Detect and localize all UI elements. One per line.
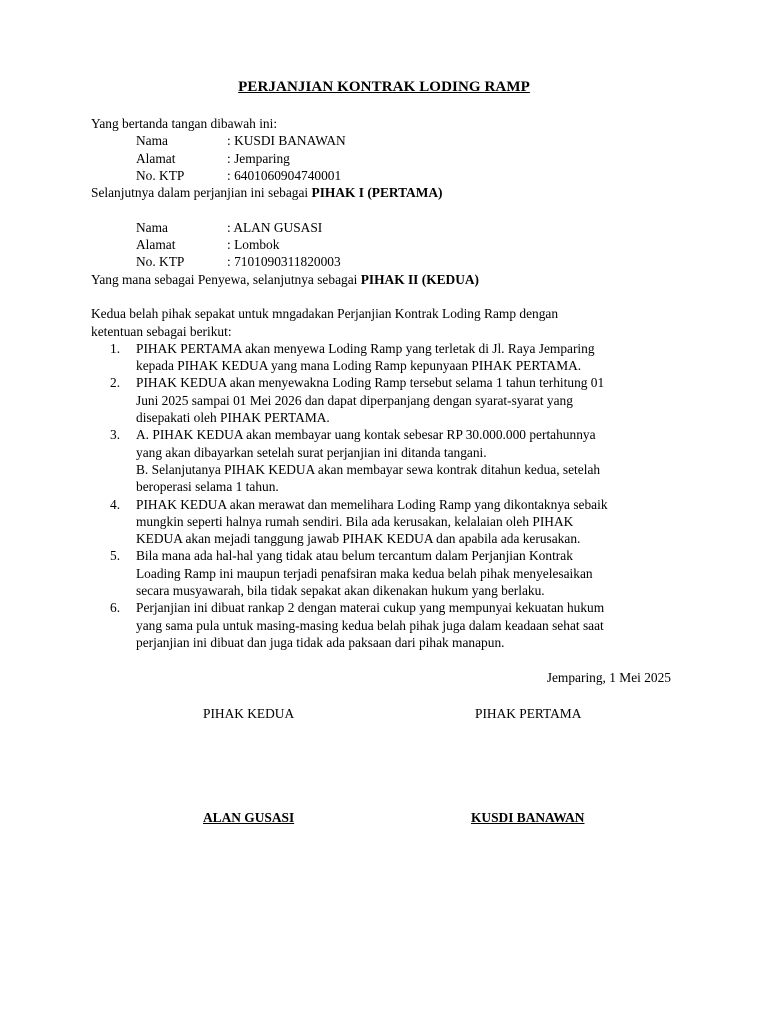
party1-row-address: [91, 150, 681, 167]
term-item: [91, 496, 681, 548]
term-number: 2.: [110, 375, 121, 391]
term-line: beroperasi selama 1 tahun.: [136, 479, 279, 495]
intro-text: Yang bertanda tangan dibawah ini:: [91, 116, 278, 131]
party1-ktp-value: : 6401060904740001: [227, 167, 342, 183]
party2-row-name: [91, 219, 681, 236]
party1-role-prefix: Selanjutnya dalam perjanjian ini sebagai: [91, 185, 312, 201]
term-item: [91, 599, 681, 651]
terms-list: [91, 340, 681, 651]
term-line: Juni 2025 sampai 01 Mei 2026 dan dapat diperpanjang dengan syarat-syarat yang: [136, 392, 573, 408]
term-line: kepada PIHAK KEDUA yang mana Loding Ramp kepunyaan PIHAK PERTAMA.: [136, 358, 582, 374]
signature-label-right: PIHAK PERTAMA: [475, 706, 582, 721]
party2-ktp-value: : 7101090311820003: [227, 254, 341, 270]
term-line: mungkin seperti halnya rumah sendiri. Bila ada kerusakan, kelalaian oleh PIHAK: [136, 513, 574, 529]
party1-name-value: : KUSDI BANAWAN: [227, 133, 346, 149]
signature-name-left: ALAN GUSASI: [203, 810, 295, 825]
agreement-intro-line-1: Kedua belah pihak sepakat untuk mngadakan Perjanjian Kontrak Loding Ramp dengan: [91, 306, 559, 322]
term-line: PIHAK KEDUA akan menyewakna Loding Ramp tersebut selama 1 tahun terhitung 01: [136, 375, 605, 391]
party1-name-label: Nama: [136, 133, 168, 149]
party2-address-value: : Lombok: [227, 237, 280, 253]
term-line: Bila mana ada hal-hal yang tidak atau belum tercantum dalam Perjanjian Kontrak: [136, 548, 573, 564]
term-line: PIHAK KEDUA akan merawat dan memelihara Loding Ramp yang dikontaknya sebaik: [136, 496, 608, 512]
party1-role: PIHAK I (PERTAMA): [311, 185, 443, 201]
term-line: Perjanjian ini dibuat rankap 2 dengan materai cukup yang mempunyai kekuatan hukum: [136, 600, 605, 616]
party1-row-ktp: [91, 167, 681, 184]
party2-role-line: [91, 271, 681, 288]
document-body: [91, 115, 681, 651]
term-line: yang akan dibayarkan setelah surat perjanjian ini ditanda tangani.: [136, 444, 487, 460]
signature-label-left: PIHAK KEDUA: [203, 706, 295, 721]
term-number: 5.: [110, 548, 121, 564]
term-line: Loading Ramp ini maupun terjadi penafsiran maka kedua belah pihak menyelesaikan: [136, 565, 593, 581]
party2-row-ktp: [91, 253, 681, 270]
party1-ktp-label: No. KTP: [136, 167, 185, 183]
term-item: [91, 547, 681, 599]
party2-address-label: Alamat: [136, 237, 176, 253]
term-line: A. PIHAK KEDUA akan membayar uang kontak sebesar RP 30.000.000 pertahunnya: [136, 427, 596, 443]
party1-role-line: [91, 184, 681, 201]
term-line: secara musyawarah, bila tidak sepakat akan dikenakan hukum yang berlaku.: [136, 583, 545, 599]
party1-address-label: Alamat: [136, 150, 176, 166]
term-line: PIHAK PERTAMA akan menyewa Loding Ramp yang terletak di Jl. Raya Jemparing: [136, 340, 595, 356]
party2-name-label: Nama: [136, 219, 168, 235]
term-number: 6.: [110, 600, 121, 616]
party1-row-name: [91, 132, 681, 149]
party2-name-value: : ALAN GUSASI: [227, 219, 323, 235]
term-item: [91, 374, 681, 426]
party2-role: PIHAK II (KEDUA): [360, 271, 480, 287]
term-line: KEDUA akan mejadi tanggung jawab PIHAK KEDUA dan apabila ada kerusakan.: [136, 531, 581, 547]
term-item: [91, 340, 681, 375]
party1-identity: [91, 132, 681, 184]
term-line: B. Selanjutanya PIHAK KEDUA akan membayar sewa kontrak ditahun kedua, setelah: [136, 461, 601, 477]
term-item: [91, 426, 681, 495]
party2-identity: [91, 219, 681, 271]
term-number: 1.: [110, 340, 121, 356]
party2-row-address: [91, 236, 681, 253]
signature-name-right: KUSDI BANAWAN: [471, 810, 585, 825]
term-line: disepakati oleh PIHAK PERTAMA.: [136, 410, 330, 426]
term-number: 3.: [110, 427, 121, 443]
term-line: yang sama pula untuk masing-masing kedua belah pihak juga dalam keadaan sehat saat: [136, 617, 604, 633]
party2-ktp-label: No. KTP: [136, 254, 185, 270]
party2-role-prefix: Yang mana sebagai Penyewa, selanjutnya sebagai: [91, 271, 361, 287]
signing-date: Jemparing, 1 Mei 2025: [546, 670, 671, 685]
document-title: PERJANJIAN KONTRAK LODING RAMP: [238, 79, 530, 95]
agreement-intro-line-2: ketentuan sebagai berikut:: [91, 323, 232, 339]
party1-address-value: : Jemparing: [227, 150, 290, 166]
term-number: 4.: [110, 496, 121, 512]
term-line: perjanjian ini dibuat dan juga tidak ada paksaan dari pihak manapun.: [136, 634, 505, 650]
